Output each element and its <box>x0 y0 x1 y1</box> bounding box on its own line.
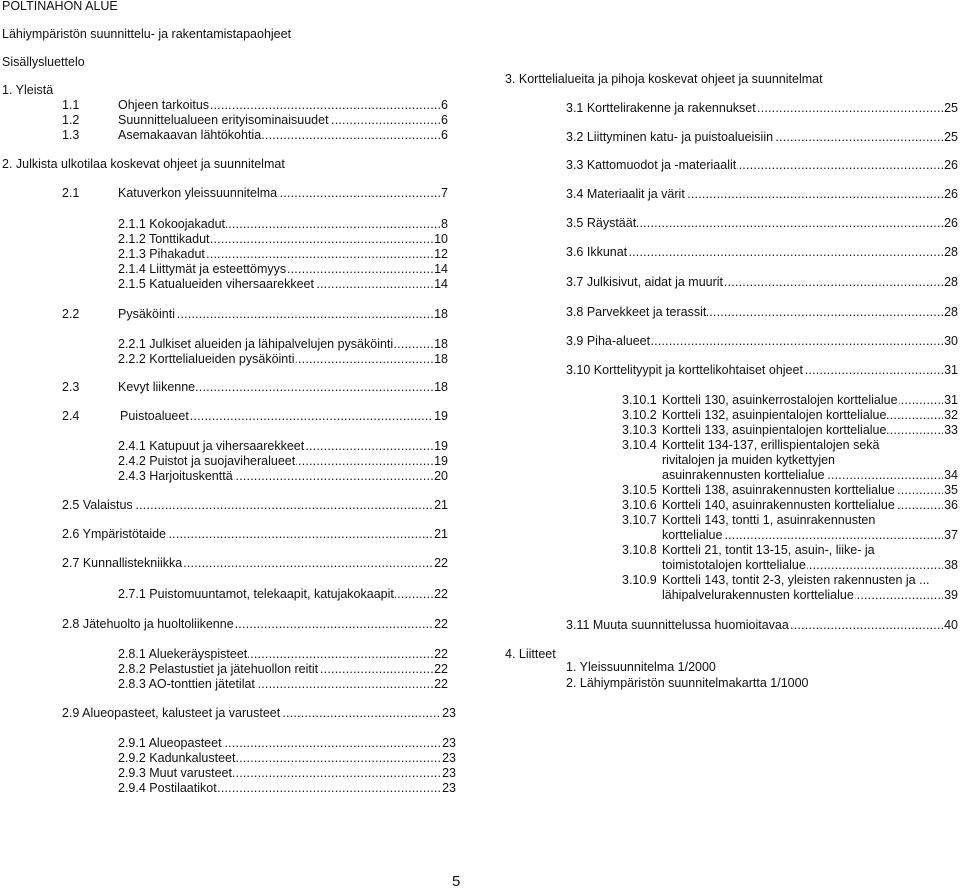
entry-page: 25 <box>944 130 958 144</box>
entry-title: Kortteli 138, asuinrakennusten korttelialue <box>662 483 895 497</box>
toc-entry[interactable] <box>566 101 958 116</box>
entry-title-line: rivitalojen ja muiden kytkettyjen <box>662 453 835 467</box>
entry-title: asuinrakennusten korttelialue <box>662 468 825 482</box>
entry-title: Kortteli 130, asuinkerrostalojen korttelialue <box>662 393 898 407</box>
toc-entry[interactable] <box>62 527 448 542</box>
entry-title: 3.10 Korttelityypit ja korttelikohtaiset ohjeet <box>566 363 803 377</box>
entry-page: 22 <box>434 677 448 691</box>
entry-title-line: Kortteli 21, tontit 13-15, asuin-, liike- ja <box>662 543 875 557</box>
entry-title: 2.2.2 Korttelialueiden pysäköinti <box>118 352 295 366</box>
entry-title: 3.6 Ikkunat <box>566 245 628 259</box>
toc-entry[interactable] <box>62 380 448 395</box>
entry-page: 28 <box>944 245 958 259</box>
entry-page: 23 <box>442 706 456 720</box>
entry-number: 3.10.7 <box>622 513 657 527</box>
toc-entry[interactable] <box>62 113 448 128</box>
toc-entry[interactable] <box>662 528 958 543</box>
entry-page: 10 <box>434 232 448 246</box>
entry-title: 3.7 Julkisivut, aidat ja muurit <box>566 275 724 289</box>
entry-title: 2.4.3 Harjoituskenttä <box>118 469 233 483</box>
entry-page: 28 <box>944 275 958 289</box>
entry-number: 3.10.5 <box>622 483 657 497</box>
entry-page: 21 <box>434 527 448 541</box>
toc-entry[interactable] <box>62 706 456 721</box>
toc-entry[interactable] <box>62 498 448 513</box>
entry-page: 14 <box>434 277 448 291</box>
entry-title: 2.4.2 Puistot ja suojaviheralueet <box>118 454 296 468</box>
entry-title: 2.9.2 Kadunkalusteet <box>118 751 236 765</box>
entry-page: 18 <box>434 307 448 321</box>
entry-title: Kortteli 140, asuinrakennusten korttelialue <box>662 498 895 512</box>
entry-page: 39 <box>944 588 958 602</box>
entry-page: 19 <box>434 439 448 453</box>
toc-entry[interactable] <box>62 617 448 632</box>
entry-number: 2.1 <box>62 186 80 200</box>
entry-page: 22 <box>434 587 448 601</box>
entry-page: 21 <box>434 498 448 512</box>
entry-page: 31 <box>944 393 958 407</box>
entry-title: 3.11 Muuta suunnittelussa huomioitavaa <box>566 618 789 632</box>
entry-page: 26 <box>944 187 958 201</box>
toc-entry[interactable] <box>566 187 958 202</box>
entry-page: 40 <box>944 618 958 632</box>
toc-entry[interactable] <box>118 337 448 352</box>
toc-entry[interactable] <box>118 277 448 292</box>
entry-title: korttelialue <box>662 528 723 542</box>
entry-number: 1.2 <box>62 113 80 127</box>
entry-page: 23 <box>442 751 456 765</box>
toc-section-1: 1. Yleistä <box>2 83 54 97</box>
entry-page: 32 <box>944 408 958 422</box>
entry-page: 18 <box>434 380 448 394</box>
entry-number: 3.10.4 <box>622 438 657 452</box>
toc-section-4: 4. Liitteet <box>505 647 556 661</box>
entry-title: 2.1.1 Kokoojakadut <box>118 217 226 231</box>
entry-page: 6 <box>441 98 448 112</box>
entry-number: 3.10.3 <box>622 423 657 437</box>
toc-entry[interactable] <box>566 363 958 378</box>
toc-entry[interactable] <box>118 439 448 454</box>
toc-section-2: 2. Julkista ulkotilaa koskevat ohjeet ja suunnitelmat <box>2 157 285 171</box>
entry-title: 3.3 Kattomuodot ja -materiaalit <box>566 158 737 172</box>
toc-entry[interactable] <box>566 275 958 290</box>
toc-entry[interactable] <box>118 766 456 781</box>
entry-page: 26 <box>944 216 958 230</box>
entry-title: Kortteli 132, asuinpientalojen korttelialue <box>662 408 887 422</box>
toc-entry[interactable] <box>622 423 958 438</box>
entry-title: 3.4 Materiaalit ja värit <box>566 187 685 201</box>
entry-number: 3.10.9 <box>622 573 657 587</box>
entry-title: 2.2.1 Julkiset alueiden ja lähipalvelujen pysäköinti <box>118 337 394 351</box>
entry-page: 25 <box>944 101 958 115</box>
toc-entry[interactable] <box>62 556 448 571</box>
toc-entry[interactable] <box>118 262 448 277</box>
entry-number: 3.10.1 <box>622 393 657 407</box>
toc-entry[interactable] <box>118 662 448 677</box>
entry-title: 2.5 Valaistus <box>62 498 133 512</box>
entry-page: 22 <box>434 556 448 570</box>
toc-entry[interactable] <box>118 247 448 262</box>
entry-number: 3.10.8 <box>622 543 657 557</box>
entry-title: 2.8.2 Pelastustiet ja jätehuollon reitit <box>118 662 319 676</box>
toc-entry[interactable] <box>566 158 958 173</box>
toc-entry[interactable] <box>118 232 448 247</box>
toc-entry[interactable] <box>118 352 448 367</box>
entry-page: 23 <box>442 766 456 780</box>
entry-page: 37 <box>944 528 958 542</box>
attachment-item[interactable]: 2. Lähiympäristön suunnitelmakartta 1/1000 <box>566 676 809 690</box>
entry-title: 2.1.4 Liittymät ja esteettömyys <box>118 262 287 276</box>
toc-entry[interactable] <box>62 409 448 424</box>
entry-number: 2.3 <box>62 380 80 394</box>
entry-page: 35 <box>944 483 958 497</box>
toc-entry[interactable] <box>62 186 448 201</box>
entry-title-line: Korttelit 134-137, erillispientalojen sekä <box>662 438 880 452</box>
entry-page: 19 <box>434 454 448 468</box>
entry-page: 14 <box>434 262 448 276</box>
toc-entry[interactable] <box>62 98 448 113</box>
entry-title: 2.9 Alueopasteet, kalusteet ja varusteet <box>62 706 281 720</box>
entry-title: 2.1.2 Tonttikadut <box>118 232 210 246</box>
entry-title: 3.9 Piha-alueet <box>566 334 651 348</box>
toc-entry[interactable] <box>118 217 448 232</box>
entry-title: Kevyt liikenne <box>118 380 196 394</box>
entry-title: 2.1.3 Pihakadut <box>118 247 205 261</box>
toc-entry[interactable] <box>118 751 456 766</box>
toc-entry[interactable] <box>566 618 958 633</box>
entry-title: Kortteli 133, asuinpientalojen korttelialue <box>662 423 887 437</box>
toc-entry[interactable] <box>118 677 448 692</box>
entry-title: 2.9.4 Postilaatikot <box>118 781 217 795</box>
toc-entry[interactable] <box>662 558 958 573</box>
entry-title: 2.7.1 Puistomuuntamot, telekaapit, katujakokaapit <box>118 587 394 601</box>
entry-page: 18 <box>434 352 448 366</box>
entry-page: 20 <box>434 469 448 483</box>
toc-entry[interactable] <box>622 483 958 498</box>
entry-title: Katuverkon yleissuunnitelma <box>118 186 278 200</box>
entry-page: 28 <box>944 305 958 319</box>
toc-entry[interactable] <box>566 245 958 260</box>
entry-title: 2.9.3 Muut varusteet <box>118 766 232 780</box>
toc-entry[interactable] <box>622 498 958 513</box>
entry-page: 34 <box>944 468 958 482</box>
entry-title: 2.4.1 Katupuut ja vihersaarekkeet <box>118 439 305 453</box>
entry-title: Pysäköinti <box>118 307 175 321</box>
entry-title: 2.6 Ympäristötaide <box>62 527 166 541</box>
entry-page: 18 <box>434 337 448 351</box>
entry-title: lähipalvelurakennusten korttelialue <box>662 588 854 602</box>
entry-title: 2.1.5 Katualueiden vihersaarekkeet <box>118 277 314 291</box>
toc-entry[interactable] <box>118 736 456 751</box>
entry-page: 26 <box>944 158 958 172</box>
entry-number: 1.3 <box>62 128 80 142</box>
entry-title-line: Kortteli 143, tontit 2-3, yleisten rakennusten ja ... <box>662 573 930 587</box>
entry-page: 33 <box>944 423 958 437</box>
entry-page: 12 <box>434 247 448 261</box>
document-org: POLTINAHON ALUE <box>2 0 118 13</box>
toc-entry[interactable] <box>62 307 448 322</box>
entry-title: 2.8 Jätehuolto ja huoltoliikenne <box>62 617 234 631</box>
entry-page: 38 <box>944 558 958 572</box>
entry-title: toimistotalojen korttelialue <box>662 558 806 572</box>
entry-page: 6 <box>441 113 448 127</box>
entry-page: 22 <box>434 647 448 661</box>
toc-entry[interactable] <box>118 781 456 796</box>
entry-page: 36 <box>944 498 958 512</box>
toc-entry[interactable] <box>566 305 958 320</box>
toc-entry[interactable] <box>118 587 448 602</box>
entry-page: 6 <box>441 128 448 142</box>
entry-page: 22 <box>434 617 448 631</box>
entry-number: 3.10.6 <box>622 498 657 512</box>
entry-number: 2.2 <box>62 307 80 321</box>
entry-page: 19 <box>434 409 448 423</box>
toc-entry[interactable] <box>662 588 958 603</box>
entry-number: 3.10.2 <box>622 408 657 422</box>
entry-title: 2.8.3 AO-tonttien jätetilat <box>118 677 255 691</box>
page-number: 5 <box>452 873 461 890</box>
entry-title: Suunnittelualueen erityisominaisuudet <box>118 113 329 127</box>
entry-page: 23 <box>442 781 456 795</box>
toc-entry[interactable] <box>566 130 958 145</box>
entry-title: 2.8.1 Aluekeräyspisteet <box>118 647 248 661</box>
entry-title: 3.2 Liittyminen katu- ja puistoalueisiin <box>566 130 774 144</box>
entry-title: 2.7 Kunnallistekniikka <box>62 556 183 570</box>
entry-title: 3.8 Parvekkeet ja terassit <box>566 305 707 319</box>
toc-entry[interactable] <box>622 393 958 408</box>
attachment-item[interactable]: 1. Yleissuunnitelma 1/2000 <box>566 660 716 674</box>
entry-page: 23 <box>442 736 456 750</box>
toc-entry[interactable] <box>662 468 958 483</box>
toc-entry[interactable] <box>118 469 448 484</box>
toc-entry[interactable] <box>622 408 958 423</box>
entry-title: 3.1 Korttelirakenne ja rakennukset <box>566 101 756 115</box>
entry-page: 30 <box>944 334 958 348</box>
entry-page: 8 <box>441 217 448 231</box>
toc-heading: Sisällysluettelo <box>2 55 85 69</box>
toc-entry[interactable] <box>118 647 448 662</box>
entry-number: 2.4 <box>62 409 80 423</box>
toc-entry[interactable] <box>62 128 448 143</box>
entry-title: Asemakaavan lähtökohtia <box>118 128 262 142</box>
entry-title: 2.9.1 Alueopasteet <box>118 736 222 750</box>
entry-title: Ohjeen tarkoitus <box>118 98 210 112</box>
entry-title: Puistoalueet <box>120 409 189 423</box>
entry-page: 31 <box>944 363 958 377</box>
entry-number: 1.1 <box>62 98 80 112</box>
toc-entry[interactable] <box>118 454 448 469</box>
entry-title: 3.5 Räystäät <box>566 216 637 230</box>
entry-page: 7 <box>441 186 448 200</box>
toc-entry[interactable] <box>566 216 958 231</box>
entry-page: 22 <box>434 662 448 676</box>
toc-entry[interactable] <box>566 334 958 349</box>
document-title: Lähiympäristön suunnittelu- ja rakentamistapaohjeet <box>2 27 292 41</box>
entry-title-line: Kortteli 143, tontti 1, asuinrakennusten <box>662 513 876 527</box>
toc-section-3: 3. Korttelialueita ja pihoja koskevat ohjeet ja suunnitelmat <box>505 72 823 86</box>
